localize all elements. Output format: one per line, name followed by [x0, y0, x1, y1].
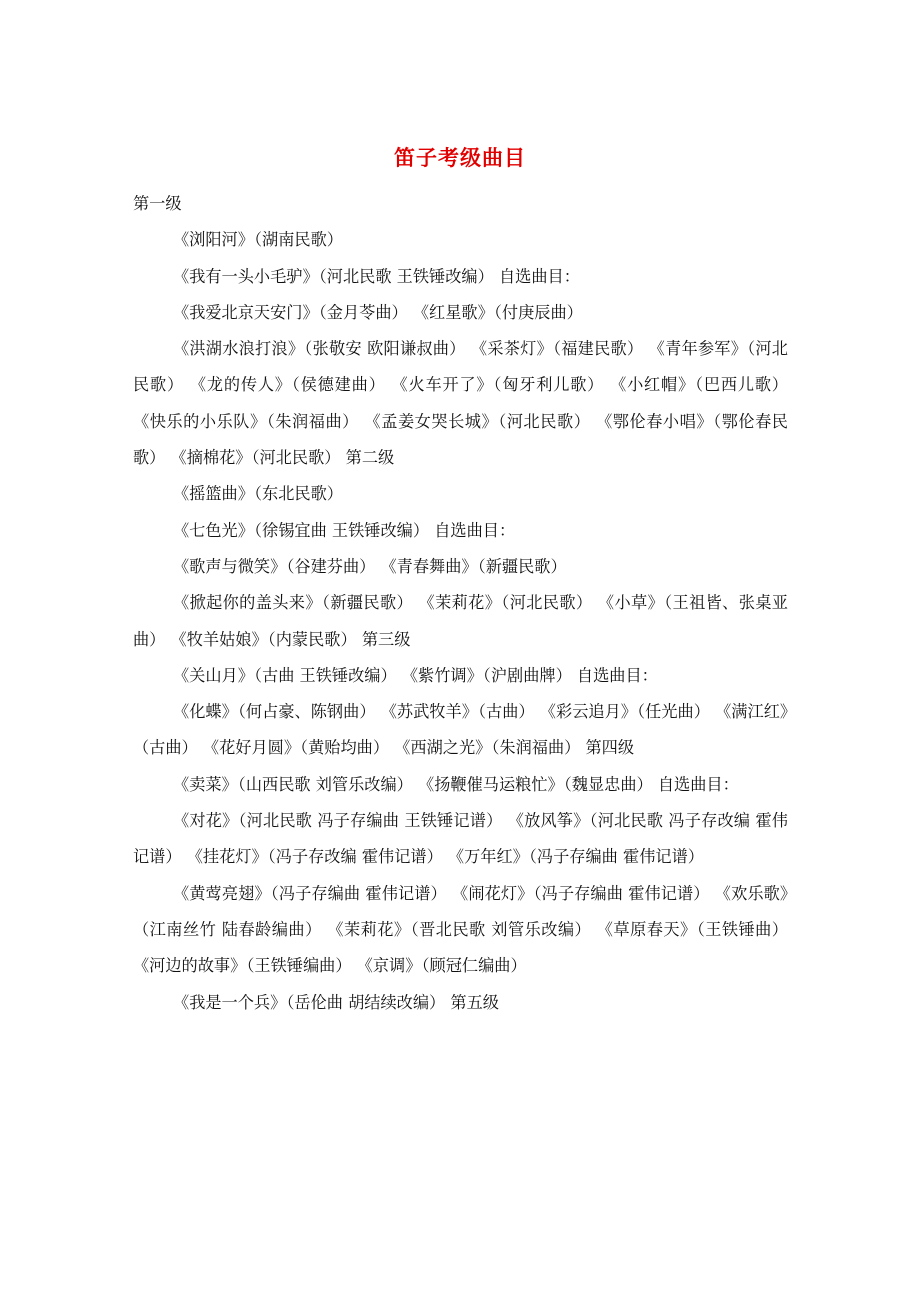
document-body: [133, 186, 788, 1021]
paragraph: 《我有一头小毛驴》（河北民歌 王铁锤改编） 自选曲目：: [173, 266, 580, 286]
paragraph: 《摇篮曲》（东北民歌）: [173, 484, 343, 504]
paragraph: 《化蝶》（何占豪、陈钢曲） 《苏武牧羊》（古曲） 《彩云追月》（任光曲） 《满江红》（古曲） 《花好月圆》（黄贻均曲） 《西湖之光》（朱润福曲） 第四级: [133, 702, 788, 758]
paragraph: 《我是一个兵》（岳伦曲 胡结续改编） 第五级: [173, 992, 499, 1012]
paragraph: 《对花》（河北民歌 冯子存编曲 王铁锤记谱） 《放风筝》（河北民歌 冯子存改编 霍伟记谱） 《挂花灯》（冯子存改编 霍伟记谱） 《万年红》（冯子存编曲 霍伟记谱）: [133, 811, 788, 867]
paragraph: 《洪湖水浪打浪》（张敬安 欧阳谦叔曲） 《采茶灯》（福建民歌） 《青年参军》（河北民歌） 《龙的传人》（侯德建曲） 《火车开了》（匈牙利儿歌） 《小红帽》（巴西儿歌） 《快乐的小乐队》（朱润福曲） 《孟姜女哭长城》（河北民歌） 《鄂伦春小唱》（鄂伦春民歌） 《摘棉花》（河北民歌） 第二级: [133, 339, 788, 468]
paragraph: 《七色光》（徐锡宜曲 王铁锤改编） 自选曲目：: [173, 520, 516, 540]
paragraph: 第一级: [133, 194, 182, 213]
paragraph: 《掀起你的盖头来》（新疆民歌） 《茉莉花》（河北民歌） 《小草》（王祖皆、张桌亚曲） 《牧羊姑娘》（内蒙民歌） 第三级: [133, 593, 788, 649]
paragraph: 《我爱北京天安门》（金月苓曲） 《红星歌》（付庚辰曲）: [173, 302, 583, 322]
paragraph: 《卖菜》（山西民歌 刘管乐改编） 《扬鞭催马运粮忙》（魏显忠曲） 自选曲目：: [173, 774, 739, 794]
paragraph: 《歌声与微笑》（谷建芬曲） 《青春舞曲》（新疆民歌）: [173, 556, 567, 576]
paragraph: 《黄莺亮翅》（冯子存编曲 霍伟记谱） 《闹花灯》（冯子存编曲 霍伟记谱） 《欢乐歌》（江南丝竹 陆春龄编曲） 《茉莉花》（晋北民歌 刘管乐改编） 《草原春天》（王铁锤曲） 《河边的故事》（王铁锤编曲） 《京调》（顾冠仁编曲）: [133, 883, 788, 976]
document-title: 笛子考级曲目: [394, 145, 526, 170]
paragraph: 《关山月》（古曲 王铁锤改编） 《紫竹调》（沪剧曲牌） 自选曲目：: [173, 665, 658, 685]
paragraph: 《浏阳河》（湖南民歌）: [173, 230, 343, 250]
